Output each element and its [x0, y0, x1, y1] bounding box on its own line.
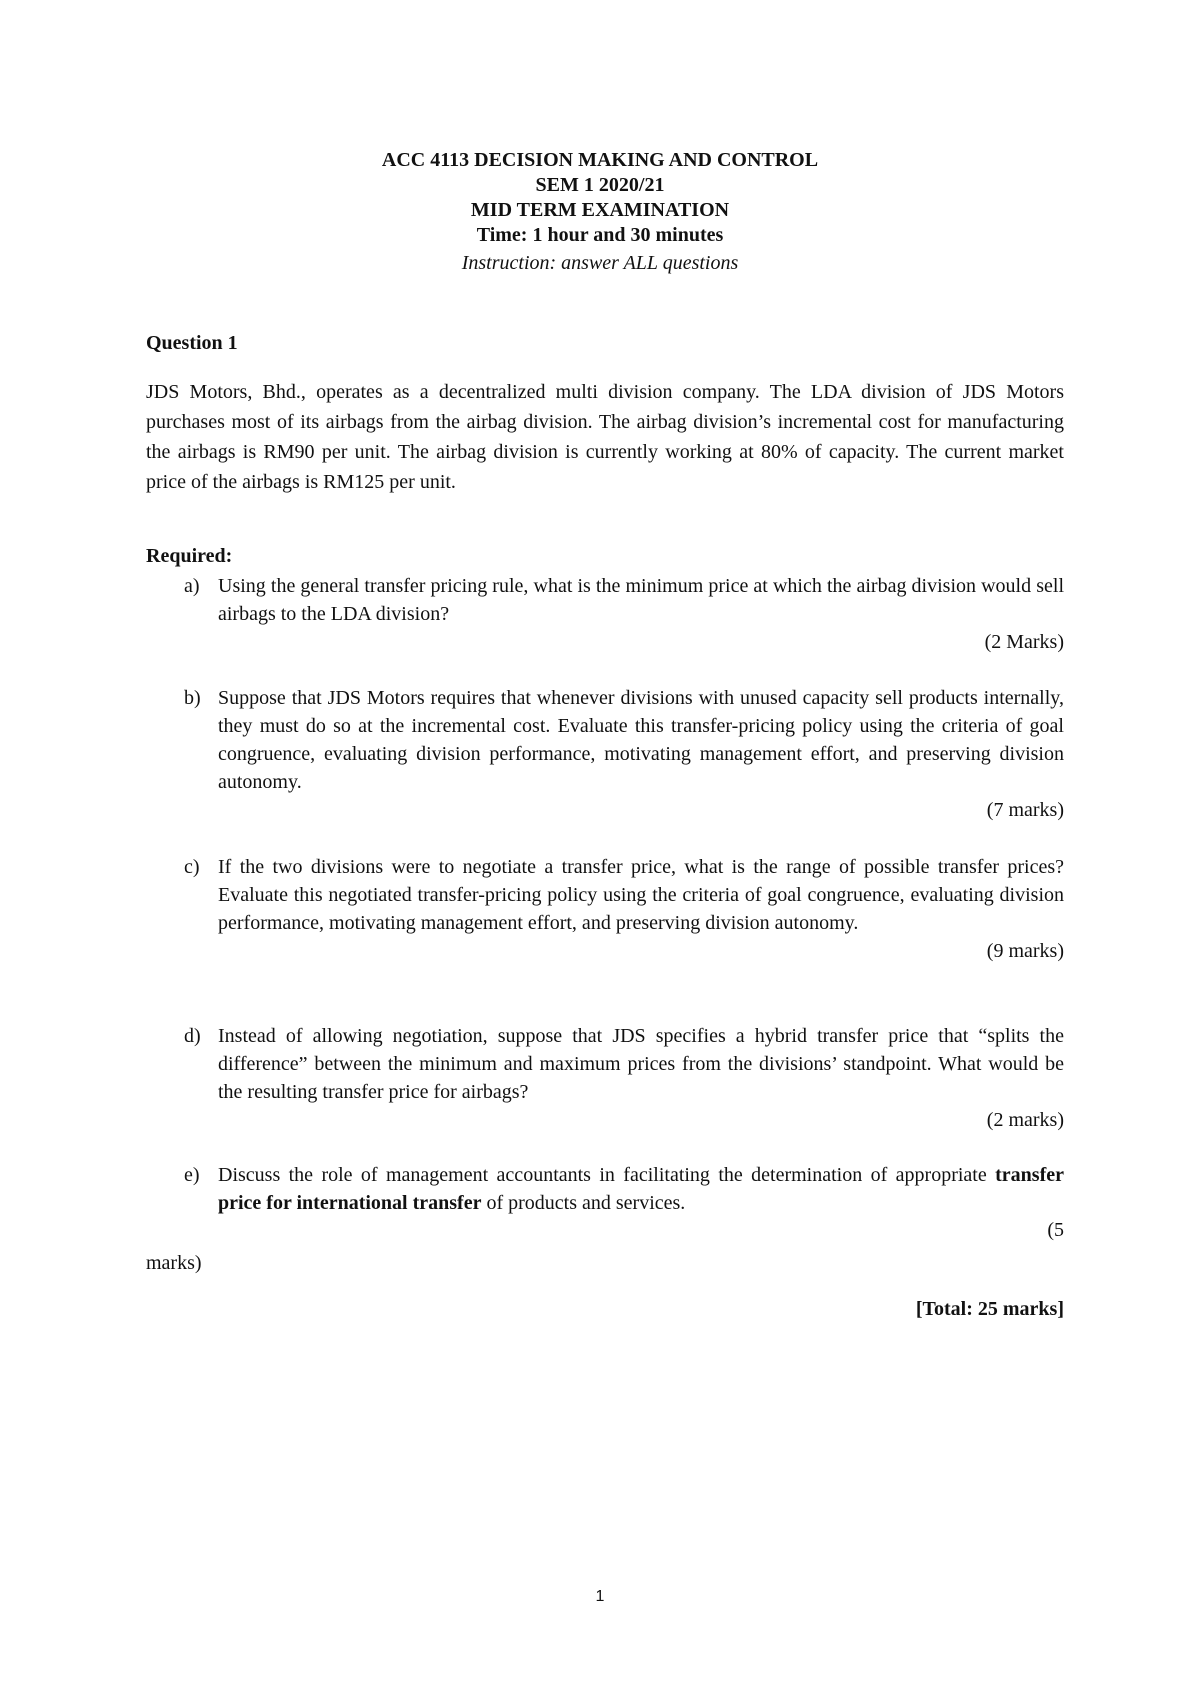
part-a — [146, 572, 1064, 656]
part-c — [146, 853, 1064, 965]
part-marks: (2 marks) — [986, 1109, 1064, 1131]
part-letter: b) — [184, 687, 201, 709]
part-e-marks-close: marks) — [146, 1252, 202, 1274]
page-number: 1 — [595, 1588, 605, 1605]
part-letter: a) — [184, 575, 200, 597]
part-text: Suppose that JDS Motors requires that whenever divisions with unused capacity sell products internally, they must do so at the incremental cost. Evaluate this transfer-pricing policy using the criteria of goal congruence, evaluating division performance, motivating management effort, and preserving division autonomy. — [218, 687, 1064, 793]
part-text-end: of products and services. — [481, 1192, 686, 1214]
part-letter: e) — [184, 1164, 200, 1186]
exam-instruction: Instruction: answer ALL questions — [461, 252, 739, 274]
part-text: Using the general transfer pricing rule, what is the minimum price at which the airbag division would sell airbags to the LDA division? — [218, 575, 1064, 625]
part-text-start: Discuss the role of management accountants in facilitating the determination of appropriate — [218, 1164, 996, 1186]
part-text: If the two divisions were to negotiate a transfer price, what is the range of possible transfer prices? Evaluate this negotiated transfer-pricing policy using the criteria of goal congruence, evaluating division performance, motivating management effort, and preserving division autonomy. — [218, 856, 1064, 934]
part-b — [146, 684, 1064, 824]
question-intro: JDS Motors, Bhd., operates as a decentralized multi division company. The LDA division of JDS Motors purchases most of its airbags from the airbag division. The airbag division’s incremental cost for manufacturing the airbags is RM90 per unit. The airbag division is currently working at 80% of capacity. The current market price of the airbags is RM125 per unit. — [146, 381, 1064, 493]
part-marks: (9 marks) — [986, 940, 1064, 962]
exam-title: MID TERM EXAMINATION — [470, 199, 730, 221]
part-text-emphasis: transfer price for international transfer — [218, 1164, 1064, 1214]
semester: SEM 1 2020/21 — [535, 174, 665, 196]
part-marks: (2 Marks) — [984, 631, 1064, 653]
question-title: Question 1 — [146, 332, 238, 354]
part-letter: d) — [184, 1025, 201, 1047]
part-marks: (7 marks) — [986, 799, 1064, 821]
part-e — [146, 1161, 1064, 1217]
course-title: ACC 4113 DECISION MAKING AND CONTROL — [381, 149, 819, 171]
part-d — [146, 1022, 1064, 1134]
total-marks: [Total: 25 marks] — [915, 1298, 1064, 1320]
exam-time: Time: 1 hour and 30 minutes — [476, 224, 724, 246]
exam-header — [0, 148, 1200, 278]
part-text — [218, 1161, 1064, 1217]
part-e-marks-open: (5 — [1047, 1219, 1064, 1241]
required-label: Required: — [146, 545, 233, 567]
part-letter: c) — [184, 856, 200, 878]
part-text: Instead of allowing negotiation, suppose that JDS specifies a hybrid transfer price that “splits the difference” between the minimum and maximum prices from the divisions’ standpoint. What would be the resulting transfer price for airbags? — [218, 1025, 1064, 1103]
